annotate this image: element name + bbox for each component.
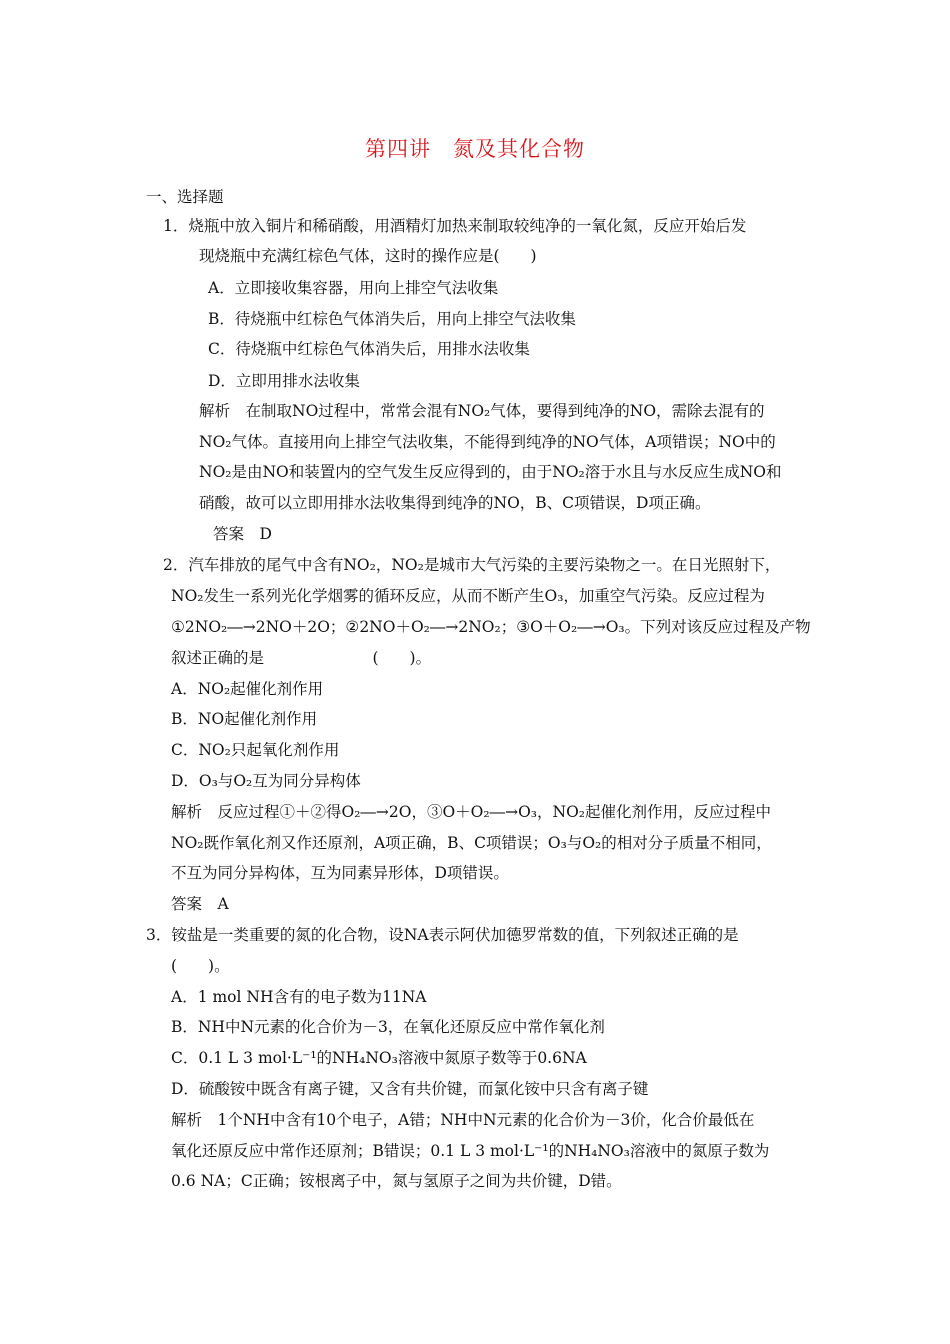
text-line: C．NO₂只起氧化剂作用 [171, 741, 340, 759]
text-line: 1．烧瓶中放入铜片和稀硝酸，用酒精灯加热来制取较纯净的一氧化氮，反应开始后发 [163, 217, 747, 235]
text-line: 叙述正确的是 ( )。 [171, 649, 432, 667]
text-line: 氧化还原反应中常作还原剂；B错误；0.1 L 3 mol·L⁻¹的NH₄NO₃溶液中的氮原子数为 [171, 1142, 770, 1160]
text-line: A．NO₂起催化剂作用 [171, 680, 324, 698]
text-line: 0.6 NA；C正确；铵根离子中，氮与氢原子之间为共价键，D错。 [171, 1172, 622, 1190]
text-line: 解析 反应过程①＋②得O₂―→2O，③O＋O₂―→O₃，NO₂起催化剂作用，反应过程中 [171, 803, 771, 821]
text-line: NO₂既作氧化剂又作还原剂，A项正确，B、C项错误；O₃与O₂的相对分子质量不相同， [171, 834, 772, 852]
text-line: B．待烧瓶中红棕色气体消失后，用向上排空气法收集 [208, 310, 576, 328]
text-line: 解析 在制取NO过程中，常常会混有NO₂气体，要得到纯净的NO，需除去混有的 [199, 402, 765, 420]
text-line: A．1 mol NH含有的电子数为11NA [171, 988, 427, 1006]
text-line: 硝酸，故可以立即用排水法收集得到纯净的NO，B、C项错误，D项正确。 [199, 494, 711, 512]
text-line: C．待烧瓶中红棕色气体消失后，用排水法收集 [208, 340, 530, 358]
text-line: 答案 D [213, 525, 272, 543]
text-line: 一、选择题 [146, 188, 224, 206]
text-line: A．立即接收集容器，用向上排空气法收集 [208, 279, 499, 297]
text-line: 解析 1个NH中含有10个电子，A错；NH中N元素的化合价为－3价，化合价最低在 [171, 1111, 755, 1129]
text-line: NO₂气体。直接用向上排空气法收集，不能得到纯净的NO气体，A项错误；NO中的 [199, 433, 776, 451]
text-line: NO₂是由NO和装置内的空气发生反应得到的，由于NO₂溶于水且与水反应生成NO和 [199, 463, 782, 481]
text-line: ①2NO₂―→2NO＋2O；②2NO＋O₂―→2NO₂；③O＋O₂―→O₃。下列对该反应过程及产物 [171, 618, 811, 636]
text-line: NO₂发生一系列光化学烟雾的循环反应，从而不断产生O₃，加重空气污染。反应过程为 [171, 587, 765, 605]
text-line: 答案 A [171, 895, 229, 913]
text-line: 不互为同分异构体，互为同素异形体，D项错误。 [171, 864, 509, 882]
text-line: 2．汽车排放的尾气中含有NO₂，NO₂是城市大气污染的主要污染物之一。在日光照射下， [163, 556, 781, 574]
text-line: D．O₃与O₂互为同分异构体 [171, 772, 361, 790]
text-line: ( )。 [171, 957, 230, 975]
text-line: 3．铵盐是一类重要的氮的化合物，设NA表示阿伏加德罗常数的值，下列叙述正确的是 [146, 926, 739, 944]
text-line: B．NH中N元素的化合价为－3，在氧化还原反应中常作氧化剂 [171, 1018, 605, 1036]
text-line: D．立即用排水法收集 [208, 372, 360, 390]
document-title: 第四讲 氮及其化合物 [365, 137, 585, 161]
text-line: B．NO起催化剂作用 [171, 710, 318, 728]
text-line: C．0.1 L 3 mol·L⁻¹的NH₄NO₃溶液中氮原子数等于0.6NA [171, 1049, 587, 1067]
text-line: 现烧瓶中充满红棕色气体，这时的操作应是( ) [199, 247, 537, 265]
text-line: D．硫酸铵中既含有离子键，又含有共价键，而氯化铵中只含有离子键 [171, 1080, 649, 1098]
